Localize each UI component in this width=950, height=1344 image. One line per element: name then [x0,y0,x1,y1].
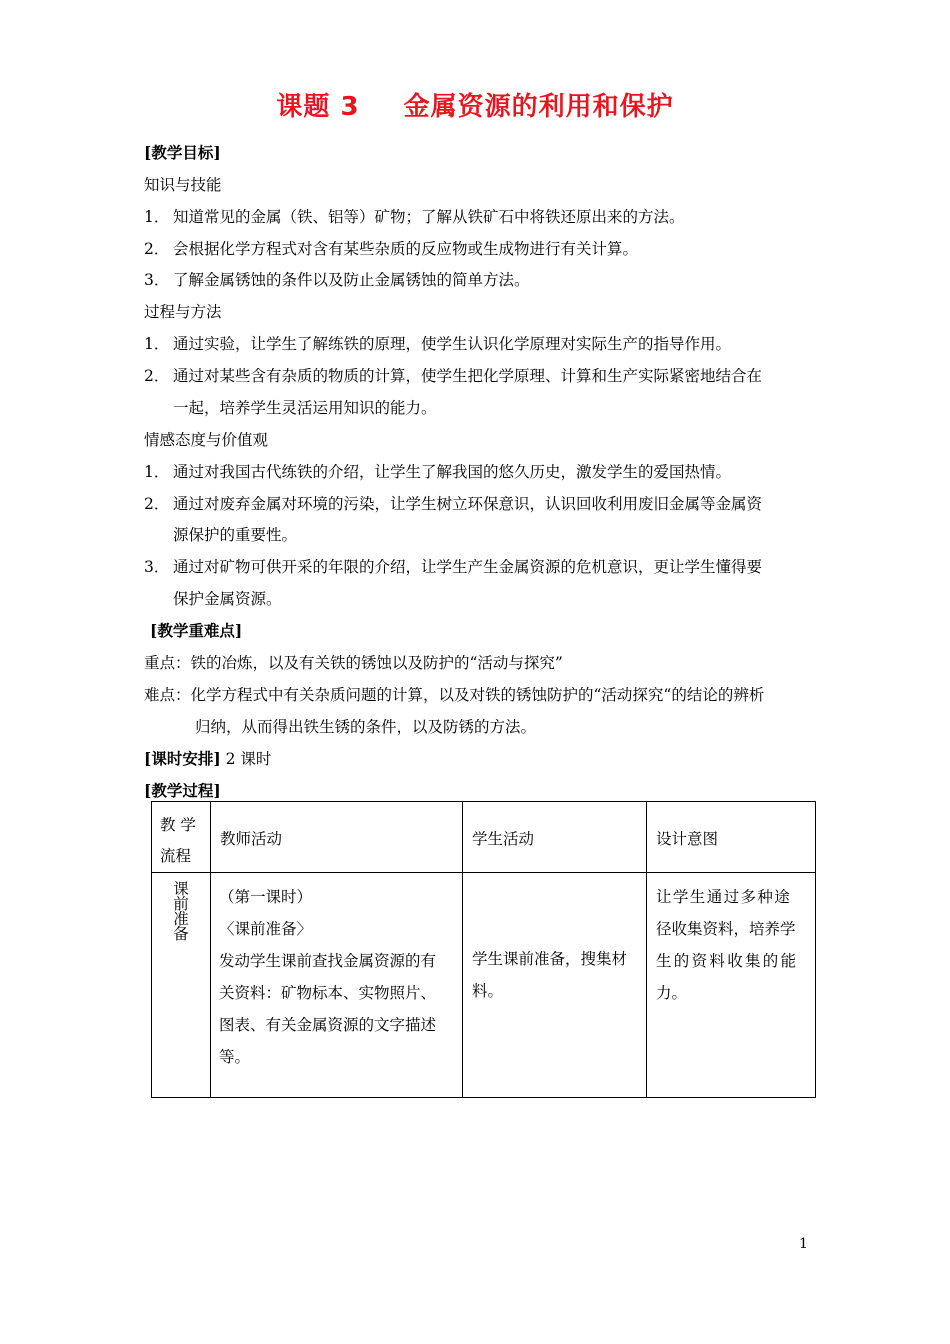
teacher-cell [211,873,463,1098]
stage-label: 课前准备 [173,880,189,943]
header-student-label: 学生活动 [472,830,535,848]
header-teacher [211,802,463,873]
teacher-line: （第一课时） [219,888,313,906]
schedule-heading: [课时安排] [144,749,221,768]
list-item-continuation: 一起，培养学生灵活运用知识的能力。 [173,399,437,417]
knowledge-heading: 知识与技能 [144,176,222,194]
item-number: 2． [144,367,170,385]
objectives-heading: [教学目标] [144,143,221,162]
schedule-value: 2 课时 [220,750,272,768]
list-item [144,207,685,227]
key-points-heading: [教学重难点] [150,621,243,640]
header-intent-label: 设计意图 [656,830,719,848]
process-heading: [教学过程] [144,781,221,800]
header-intent [647,802,816,873]
title-part2: 金属资源的利用和保护 [403,92,674,122]
item-text: 通过对矿物可供开采的年限的介绍，让学生产生金属资源的危机意识，更让学生懂得要 [173,558,763,576]
process-method-heading: 过程与方法 [144,303,222,321]
header-student [463,802,647,873]
item-text: 通过对我国古代练铁的介绍，让学生了解我国的悠久历史，激发学生的爱国热情。 [173,463,732,481]
teacher-line: 关资料：矿物标本、实物照片、 [219,984,437,1002]
list-item [144,494,762,514]
intent-line: 让学生通过多种途 [656,888,792,906]
student-line: 料。 [472,982,504,1000]
intent-cell [647,873,816,1098]
key-point-difficulty: 难点：化学方程式中有关杂质问题的计算，以及对铁的锈蚀防护的“活动探究“的结论的辨析 [144,686,765,704]
key-point-difficulty-continuation: 归纳，从而得出铁生锈的条件，以及防锈的方法。 [195,718,537,736]
list-item [144,239,638,259]
schedule-line [144,749,271,769]
item-number: 2． [144,240,170,258]
list-item [144,557,762,577]
header-flow-line1: 教 学 [160,816,196,834]
list-item [144,366,762,386]
page-title [0,86,950,123]
teacher-line: 〈课前准备〉 [219,920,313,938]
item-number: 1． [144,335,170,353]
item-number: 2． [144,495,170,513]
student-cell [463,873,647,1098]
intent-line: 生的资料收集的能 [656,952,799,970]
item-number: 3． [144,558,170,576]
item-text: 了解金属锈蚀的条件以及防止金属锈蚀的简单方法。 [173,271,530,289]
item-text: 会根据化学方程式对含有某些杂质的反应物或生成物进行有关计算。 [173,240,639,258]
table-row [152,873,816,1098]
list-item [144,334,731,354]
item-text: 通过对废弃金属对环境的污染，让学生树立环保意识，认识回收利用废旧金属等金属资 [173,495,763,513]
teacher-line: 发动学生课前查找金属资源的有 [219,952,437,970]
teaching-process-table [151,801,816,1098]
header-flow-line2: 流程 [160,847,192,865]
list-item [144,462,731,482]
teacher-line: 图表、有关金属资源的文字描述 [219,1016,437,1034]
header-flow [152,802,211,873]
page-number: 1 [799,1236,808,1252]
stage-cell [152,873,211,1098]
item-number: 3． [144,271,170,289]
intent-line: 力。 [656,984,688,1002]
list-item-continuation: 源保护的重要性。 [173,526,298,544]
table-header-row [152,802,816,873]
item-text: 知道常见的金属（铁、铝等）矿物；了解从铁矿石中将铁还原出来的方法。 [173,208,685,226]
title-part1: 课题 3 [276,92,360,122]
item-text: 通过对某些含有杂质的物质的计算，使学生把化学原理、计算和生产实际紧密地结合在 [173,367,763,385]
attitude-heading: 情感态度与价值观 [144,431,269,449]
teacher-line: 等。 [219,1048,251,1066]
item-number: 1． [144,208,170,226]
item-number: 1． [144,463,170,481]
student-line: 学生课前准备，搜集材 [472,950,628,968]
item-text: 通过实验，让学生了解练铁的原理，使学生认识化学原理对实际生产的指导作用。 [173,335,732,353]
intent-line: 径收集资料，培养学 [656,920,796,938]
list-item-continuation: 保护金属资源。 [173,590,282,608]
key-point-focus: 重点：铁的冶炼，以及有关铁的锈蚀以及防护的“活动与探究” [144,654,563,672]
header-teacher-label: 教师活动 [220,830,283,848]
list-item [144,270,530,290]
